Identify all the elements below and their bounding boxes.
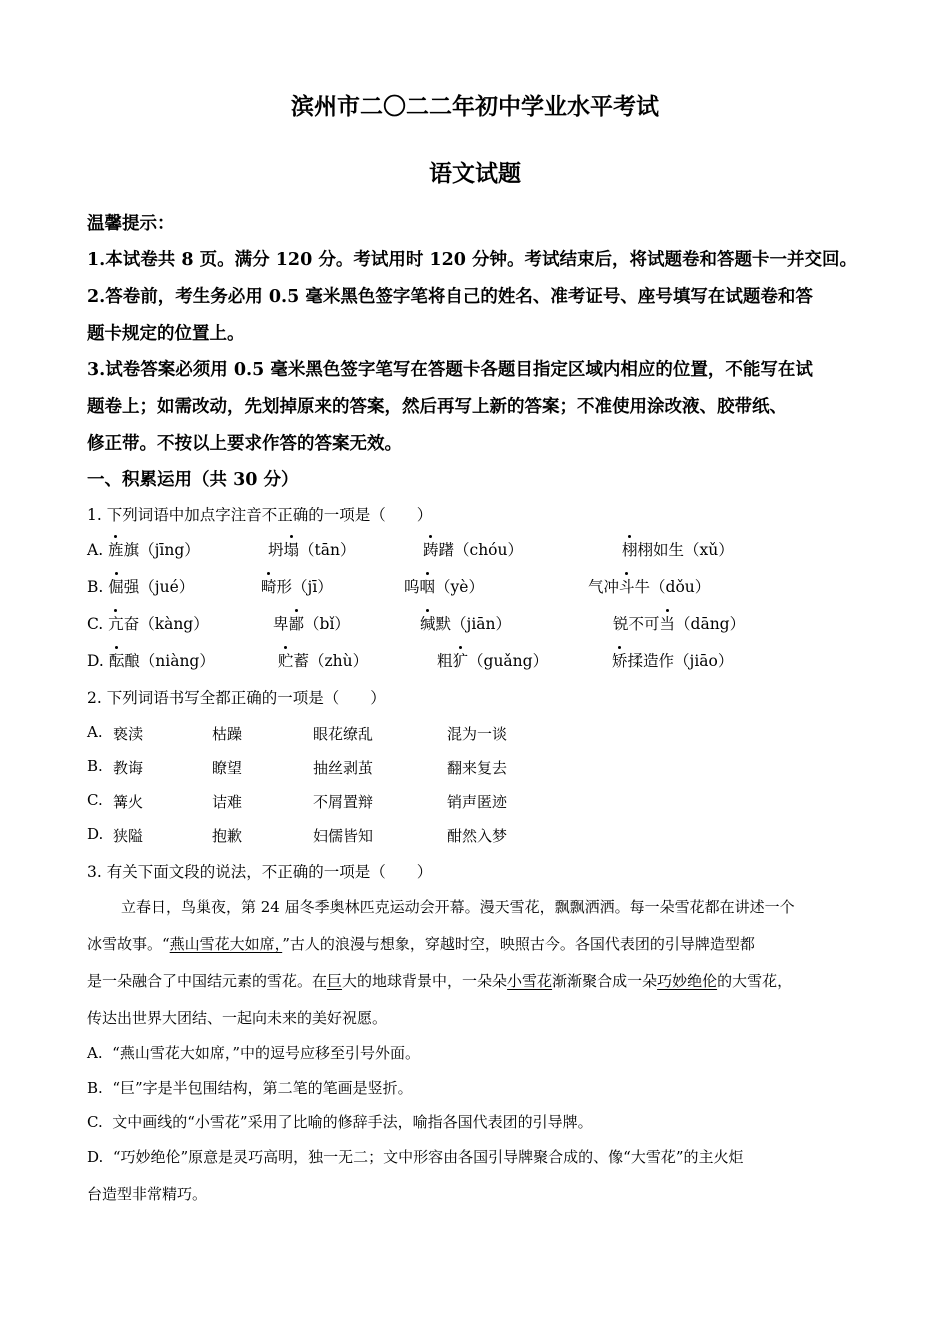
q3-option-a <box>87 1042 420 1063</box>
passage-text: 渐渐聚合成一朵 <box>552 972 658 990</box>
option-letter: B. <box>87 1079 103 1097</box>
q2-a-word-1: 亵渎 <box>113 725 144 743</box>
word-prefix: 锐不可 <box>613 615 660 633</box>
word-rest: 强（jué） <box>123 578 195 596</box>
option-letter: C. <box>87 791 103 809</box>
q1-b-word-3 <box>404 575 484 597</box>
dotted-char: 当 <box>660 612 676 634</box>
passage-text: 的大雪花， <box>717 972 793 990</box>
q1-a-word-4 <box>622 538 734 560</box>
word-prefix: 气冲 <box>588 578 620 596</box>
option-letter: D. <box>87 1148 104 1166</box>
section-heading: 一、积累运用（共 30 分） <box>87 470 299 490</box>
passage-line-4: 传达出世界大团结、一起向未来的美好祝愿。 <box>87 1009 388 1027</box>
q3-option-d-continued: 台造型非常精巧。 <box>87 1185 208 1203</box>
q1-option-b <box>87 575 194 597</box>
passage-text: 大的地球背景中，一朵朵 <box>342 972 508 990</box>
q2-d-word-1: 狭隘 <box>113 827 144 845</box>
question-3-stem: 3. 有关下面文段的说法，不正确的一项是（ ） <box>87 863 433 881</box>
passage-line-1: 立春日，鸟巢夜，第 24 届冬季奥林匹克运动会开幕。漫天雪花，飘飘洒洒。每一朵雪花都在讲述一个 <box>121 898 795 916</box>
word-rest: （guǎng） <box>468 652 549 670</box>
dotted-char: 旌 <box>108 538 124 560</box>
q2-a-word-3: 眼花缭乱 <box>313 725 374 743</box>
notice-item-2-line-1: 2.答卷前，考生务必用 0.5 毫米黑色签字笔将自己的姓名、准考证号、座号填写在试题卷和答 <box>87 287 813 307</box>
word-rest: 蓄（zhù） <box>293 652 369 670</box>
option-text: “巨”字是半包围结构，第二笔的笔画是竖折。 <box>112 1079 413 1097</box>
notice-item-3-line-2: 题卷上；如需改动，先划掉原来的答案，然后再写上新的答案；不准使用涂改液、胶带纸、 <box>87 397 787 417</box>
q3-option-c <box>87 1111 593 1132</box>
dotted-char: 咽 <box>420 575 436 597</box>
option-text: 文中画线的“小雪花”采用了比喻的修辞手法，喻指各国代表团的引导牌。 <box>112 1113 593 1131</box>
option-letter: B. <box>87 578 104 596</box>
word-rest: 奋（kàng） <box>123 615 209 633</box>
option-letter: D. <box>87 652 104 670</box>
q1-c-word-3 <box>420 612 511 634</box>
dotted-char: 斗 <box>619 575 635 597</box>
underlined-text: 燕山雪花大如席， <box>169 935 283 953</box>
underlined-text: 巨 <box>327 972 343 990</box>
word-rest: （tān） <box>299 541 356 559</box>
dotted-char: 畸 <box>261 575 277 597</box>
passage-line-2 <box>87 933 755 954</box>
dotted-char: 贮 <box>278 649 294 671</box>
exam-title: 滨州市二〇二二年初中学业水平考试 <box>291 93 659 120</box>
dotted-char: 亢 <box>108 612 124 634</box>
dotted-char: 犷 <box>453 649 469 671</box>
dotted-char: 矫 <box>612 649 628 671</box>
dotted-char: 倔 <box>108 575 124 597</box>
option-letter: A. <box>87 1044 103 1062</box>
q2-b-word-3: 抽丝剥茧 <box>313 759 374 777</box>
passage-text: 是一朵融合了中国结元素的雪花。在 <box>87 972 328 990</box>
word-rest: 牛（dǒu） <box>634 578 711 596</box>
passage-text: ”古人的浪漫与想象，穿越时空，映照古今。各国代表团的引导牌造型都 <box>282 935 755 953</box>
notice-item-2-line-2: 题卡规定的位置上。 <box>87 324 245 344</box>
q2-c-word-1: 篝火 <box>113 793 144 811</box>
q1-option-c <box>87 612 209 634</box>
q3-option-b <box>87 1077 413 1098</box>
dotted-char: 栩 <box>622 538 638 560</box>
q1-option-a <box>87 538 200 560</box>
word-rest: 揉造作（jiāo） <box>627 652 734 670</box>
word-rest: （bǐ） <box>304 615 350 633</box>
option-letter: C. <box>87 615 104 633</box>
word-prefix: 粗 <box>437 652 453 670</box>
q1-a-word-2 <box>268 538 355 560</box>
q1-c-word-4 <box>613 612 745 634</box>
dotted-char: 踌 <box>423 538 439 560</box>
dotted-char: 鄙 <box>289 612 305 634</box>
word-rest: 酿（niàng） <box>124 652 215 670</box>
option-letter: C. <box>87 1113 103 1131</box>
q2-d-word-4: 酣然入梦 <box>447 827 508 845</box>
option-letter: A. <box>87 541 104 559</box>
notice-item-1: 1.本试卷共 8 页。满分 120 分。考试用时 120 分钟。考试结束后，将试题卷和答题卡一并交回。 <box>87 250 858 270</box>
word-rest: 旗（jīng） <box>123 541 200 559</box>
q2-c-word-4: 销声匿迹 <box>447 793 508 811</box>
word-rest: （yè） <box>435 578 484 596</box>
word-prefix: 卑 <box>273 615 289 633</box>
passage-text: 冰雪故事。“ <box>87 935 170 953</box>
q1-d-word-3 <box>437 649 548 671</box>
q2-b-word-1: 教诲 <box>113 759 144 777</box>
q1-option-d <box>87 649 215 671</box>
passage-line-3 <box>87 970 792 991</box>
question-1-stem: 1. 下列词语中加点字注音不正确的一项是（ ） <box>87 506 433 524</box>
word-rest: 默（jiān） <box>435 615 512 633</box>
word-prefix: 呜 <box>404 578 420 596</box>
dotted-char: 塌 <box>284 538 300 560</box>
exam-subtitle: 语文试题 <box>429 160 521 187</box>
q1-d-word-2 <box>278 649 368 671</box>
option-letter: A. <box>87 723 103 741</box>
underlined-text: 小雪花 <box>507 972 553 990</box>
q1-d-word-4 <box>612 649 733 671</box>
q2-a-word-2: 枯躁 <box>212 725 243 743</box>
option-text: “巧妙绝伦”原意是灵巧高明，独一无二；文中形容由各国引导牌聚合成的、像“大雪花”的主火炬 <box>112 1148 744 1166</box>
q2-a-word-4: 混为一谈 <box>447 725 508 743</box>
option-text: “燕山雪花大如席，”中的逗号应移至引号外面。 <box>112 1044 420 1062</box>
q1-a-word-3 <box>423 538 523 560</box>
q2-b-word-2: 瞭望 <box>212 759 243 777</box>
q1-b-word-4 <box>588 575 710 597</box>
q2-c-word-3: 不屑置辩 <box>313 793 374 811</box>
q2-c-word-2: 诘难 <box>212 793 243 811</box>
dotted-char: 缄 <box>420 612 436 634</box>
q2-b-word-4: 翻来复去 <box>447 759 508 777</box>
notice-item-3-line-3: 修正带。不按以上要求作答的答案无效。 <box>87 434 402 454</box>
q3-option-d <box>87 1146 744 1167</box>
q2-d-word-3: 妇儒皆知 <box>313 827 374 845</box>
word-rest: 形（jī） <box>276 578 333 596</box>
q2-d-word-2: 抱歉 <box>212 827 243 845</box>
notice-heading: 温馨提示： <box>87 214 175 234</box>
dotted-char: 酝 <box>109 649 125 671</box>
underlined-text: 巧妙绝伦 <box>657 972 718 990</box>
option-letter: B. <box>87 757 103 775</box>
option-letter: D. <box>87 825 104 843</box>
word-prefix: 坍 <box>268 541 284 559</box>
word-rest: （dāng） <box>675 615 746 633</box>
question-2-stem: 2. 下列词语书写全都正确的一项是（ ） <box>87 689 386 707</box>
q1-b-word-2 <box>261 575 333 597</box>
notice-item-3-line-1: 3.试卷答案必须用 0.5 毫米黑色签字笔写在答题卡各题目指定区域内相应的位置，不能写在试 <box>87 360 813 380</box>
word-rest: 栩如生（xǔ） <box>637 541 734 559</box>
word-rest: 躇（chóu） <box>438 541 523 559</box>
q1-c-word-2 <box>273 612 350 634</box>
